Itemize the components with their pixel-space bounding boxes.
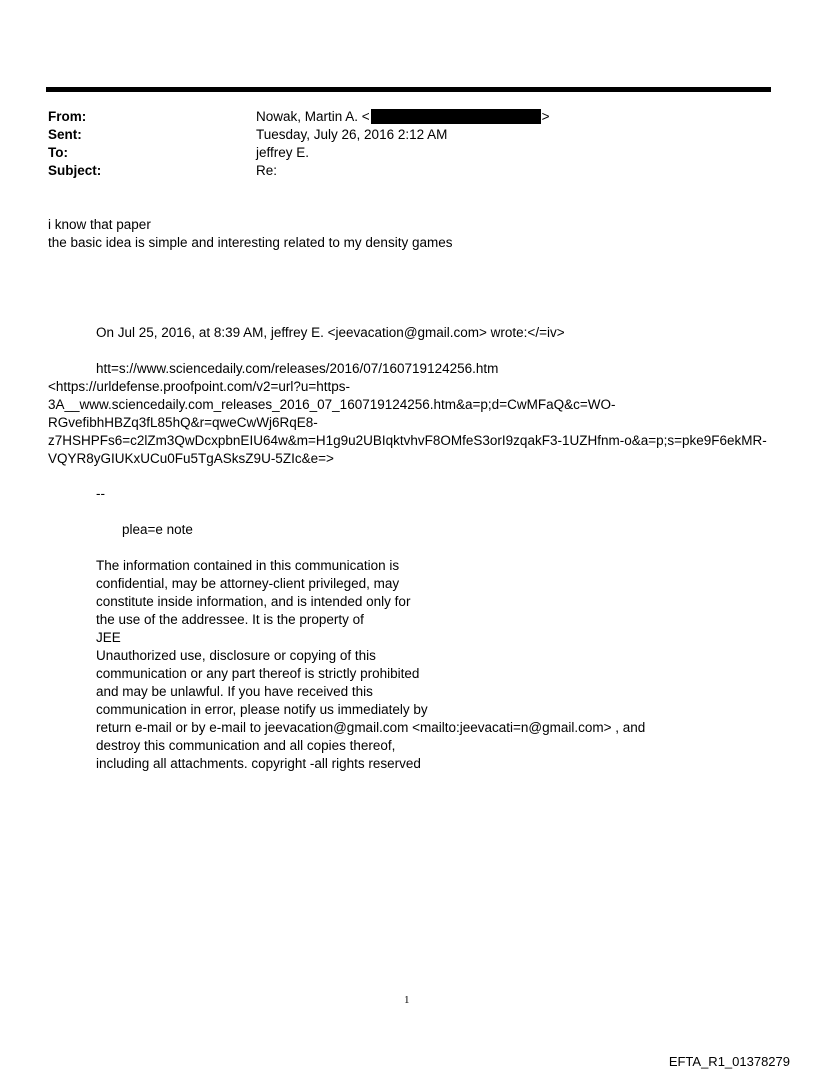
disclaimer-line: including all attachments. copyright -all rights reserved: [96, 756, 421, 771]
disclaimer-line: communication in error, please notify us immediately by: [96, 702, 428, 717]
disclaimer-line: JEE: [96, 630, 121, 645]
disclaimer-line: return e-mail or by e-mail to jeevacation@gmail.com <mailto:jeevacati=n@gmail.com> , and: [96, 720, 646, 735]
to-label: To:: [48, 145, 68, 160]
sent-label: Sent:: [48, 127, 82, 142]
disclaimer-line: The information contained in this communication is: [96, 558, 400, 573]
quote-attribution: On Jul 25, 2016, at 8:39 AM, jeffrey E. <jeevacation@gmail.com> wrote:</=iv>: [96, 325, 565, 340]
disclaimer-line: destroy this communication and all copies thereof,: [96, 738, 396, 753]
article-link[interactable]: htt=s://www.sciencedaily.com/releases/2016/07/160719124256.htm: [96, 361, 499, 376]
message-body: [48, 216, 452, 252]
link-line: RGvefibhHBZq3fL85hQ&r=qweCwWj6RqE8-: [48, 415, 318, 430]
sent-value: Tuesday, July 26, 2016 2:12 AM: [256, 127, 448, 142]
redaction-block: [371, 109, 541, 124]
disclaimer-line: the use of the addressee. It is the property of: [96, 612, 364, 627]
from-value: [256, 108, 550, 126]
disclaimer-line: communication or any part thereof is strictly prohibited: [96, 666, 420, 681]
subject-value: Re:: [256, 163, 278, 178]
link-line: 3A__www.sciencedaily.com_releases_2016_07_160719124256.htm&a=p;d=CwMFaQ&c=WO-: [48, 397, 616, 412]
body-line: the basic idea is simple and interesting related to my density games: [48, 235, 453, 250]
header-rule: [46, 87, 771, 92]
link-line: <https://urldefense.proofpoint.com/v2=url?u=https-: [48, 379, 351, 394]
subject-label: Subject:: [48, 163, 102, 178]
disclaimer: [96, 557, 645, 773]
page-number: 1: [404, 994, 410, 1006]
to-value: jeffrey E.: [256, 145, 310, 160]
link-line: z7HSHPFs6=c2lZm3QwDcxpbnEIU64w&m=H1g9u2UBIqktvhvF8OMfeS3orI9zqakF3-1UZHfnm-o&a=p;s=pke9F6ekMR-: [48, 433, 767, 448]
disclaimer-line: constitute inside information, and is intended only for: [96, 594, 411, 609]
disclaimer-line: confidential, may be attorney-client privileged, may: [96, 576, 400, 591]
from-name: Nowak, Martin A. <: [256, 109, 370, 124]
note-heading: plea=e note: [122, 522, 193, 537]
link-line: VQYR8yGIUKxUCu0Fu5TgASksZ9U-5ZIc&e=>: [48, 451, 334, 466]
disclaimer-line: Unauthorized use, disclosure or copying of this: [96, 648, 376, 663]
disclaimer-line: and may be unlawful. If you have received this: [96, 684, 373, 699]
body-line: i know that paper: [48, 217, 151, 232]
from-label: From:: [48, 109, 87, 124]
signature-separator: --: [96, 486, 105, 501]
bates-number: EFTA_R1_01378279: [668, 1054, 790, 1069]
from-suffix: >: [541, 109, 550, 124]
proofpoint-link[interactable]: [48, 378, 767, 468]
